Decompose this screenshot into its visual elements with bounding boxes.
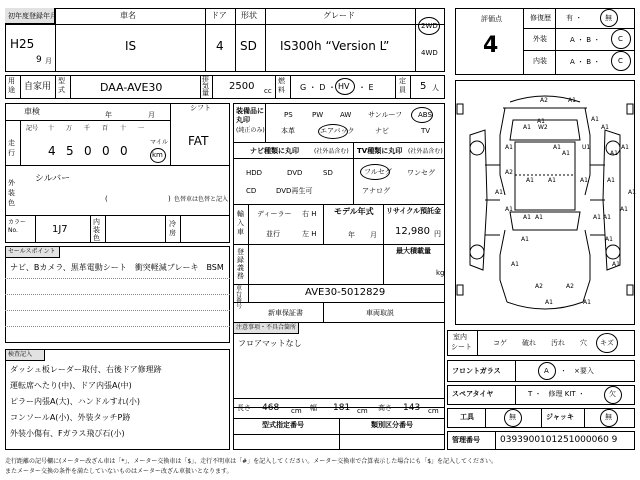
length-value: 468 [262,403,280,413]
width-unit: cm [357,407,368,415]
sales-point-value: ナビ、Bカメラ、黒革電動シート 衝突軽減ブレーキ BSM [10,263,224,272]
seat-item: 汚れ [551,339,565,347]
rating-label: 評価点 [481,15,502,23]
import-label: 輸入車 [237,210,244,236]
damage-mark: A1 [591,116,599,123]
equipment-item: エアバック [320,127,355,135]
digit-header: 十 [120,125,127,132]
damage-mark: A1 [537,118,545,125]
model-value: DAA-AVE30 [100,81,163,94]
type-number-label: 型式指定番号 [262,421,304,429]
notes-value: フロアマットなし [238,339,302,348]
damage-mark: A1 [545,299,553,306]
exterior-paren: ( [105,195,108,203]
navi-header-note: (社外品含む) [314,148,349,155]
damage-mark: A1 [523,124,531,131]
notes-label: 注意事項・不具合箇所 [236,324,297,331]
model-year-year: 年 [348,231,355,239]
length-unit: cm [291,407,302,415]
recycle-value: 12,980 [395,226,430,237]
damage-mark: A2 [566,283,574,290]
shift-label: シフト [190,104,211,112]
spare-selected: 欠 [609,390,616,398]
capacity-label: 定員 [399,77,406,94]
damage-mark: W2 [538,124,548,131]
seat-item: 破れ [522,339,536,347]
damage-mark: A1 [603,214,611,221]
import-dealer: ディーラー [257,210,292,218]
digit-header: 十 [48,125,55,132]
inspection-label: 車検 [24,107,40,116]
import-right: 右 H [302,210,317,218]
damage-mark: A1 [562,150,570,157]
repair-no: 無 [605,14,612,22]
inspector-line: ピラー内張A(大)、ハンドルすれ(小) [10,397,140,406]
car-name-label: 車名 [120,11,136,20]
equipment-item: PS [284,111,293,119]
shape-label: 形状 [241,11,257,20]
seat-item: 穴 [580,339,587,347]
equipment-label: 装備品に [236,107,264,115]
rating-value: 4 [483,33,499,58]
seat-label2: シート [451,343,472,351]
damage-mark: A1 [505,206,513,213]
capacity-value: 5 [420,81,427,92]
damage-mark: A1 [535,214,543,221]
reg-year-label: 初年度登録年月 [8,12,57,20]
damage-mark: A1 [511,261,519,268]
damage-mark: A1 [521,236,529,243]
navi-item: DVD [287,169,303,177]
km-label: km [152,151,163,159]
shape-value: SD [240,39,257,53]
digit-value: 5 [66,144,74,158]
equipment-item: TV [421,127,431,135]
damage-mark: A1 [548,177,556,184]
new-car-warranty: 新車保証書 [268,309,303,317]
grade-label: グレード [323,11,355,20]
height-value: 143 [403,403,421,413]
model-year-month: 月 [370,231,377,239]
width-label: 幅 [310,404,317,412]
front-glass-selected: A [544,367,549,375]
capacity-unit: 人 [432,84,439,92]
seat-label: 室内 [453,333,467,341]
car-diagram [455,80,635,325]
interior-color-label: 内装色 [93,218,100,242]
length-label: 長さ [237,404,251,412]
registration-label: 登録義務 [237,248,244,280]
damage-mark: A1 [568,97,576,104]
recycle-unit: 円 [434,230,441,238]
tools-selected: 無 [509,413,516,421]
inspector-line: ダッシュ板レーダー取付、右後ドア修理跡 [10,365,162,374]
inspector-line: 外装小傷有、Fガラス飛び石(小) [10,429,125,438]
spare-label: スペアタイヤ [452,390,494,398]
digit-value: 0 [120,144,128,158]
import-left: 左 H [302,230,317,238]
interior-grade-opts: A ・ B ・ [570,58,601,66]
tools-label: 工具 [460,413,474,421]
usage-row [5,75,445,99]
inspector-line: コンソールA(小)、外装タッチP跡 [10,413,131,422]
color-label: カラーNo. [8,219,27,234]
damage-mark: A1 [580,177,588,184]
spare-opts: T ・ 修理 KIT ・ [528,390,585,398]
class-number-label: 類別区分番号 [371,421,413,429]
seat-selected: キズ [600,339,614,347]
inspection-month: 月 [148,111,155,119]
damage-mark: A1 [621,144,629,151]
digit-value: 0 [84,144,92,158]
seat-item: コゲ [493,339,507,347]
fuel-rest: ・ E [358,83,374,92]
inspector-label: 検査記入 [8,351,33,358]
damage-mark: A2 [535,283,543,290]
tv-item: フルセグ [364,168,392,176]
import-parallel: 並行 [266,230,280,238]
displacement-value: 2500 [229,81,255,92]
tv-item: アナログ [362,187,390,195]
navi-item: SD [323,169,333,177]
displacement-label: 排気量 [202,75,209,97]
mileage-label: 走行 [8,139,15,157]
height-unit: cm [428,407,439,415]
max-load-unit: kg [436,269,445,277]
grade-value: IS300h “Version L” [280,39,390,53]
damage-mark: U1 [582,144,591,151]
tv-item: ワンセグ [407,169,435,177]
equipment-item: PW [312,111,324,119]
exterior-paren-close: ) [168,195,171,203]
airbag-circle [318,124,348,139]
exterior-grade-opts: A ・ B ・ [570,36,601,44]
damage-mark: A1 [610,150,618,157]
inspector-line: 運転席へたり(中)、ドア内張A(中) [10,381,132,390]
exterior-grade-sel: C [618,35,623,43]
max-load-label: 最大積載量 [396,247,431,255]
repair-label: 修復歴 [530,14,551,22]
digit-header: 一 [138,125,145,132]
cc-unit: cc [264,87,272,95]
navi-item: CD [246,187,257,195]
damage-mark: A1 [526,177,534,184]
digit-value: 4 [48,144,56,158]
equipment-item: AW [340,111,352,119]
abs-circle [411,107,433,123]
navi-item: DVD再生可 [276,187,313,195]
door-label: ドア [211,11,227,20]
fuel-hv: HV [338,82,350,91]
damage-mark: A1 [612,261,620,268]
damage-mark: A1 [605,236,613,243]
digit-header: 百 [102,125,109,132]
fuel-options: G ・ D ・ [300,83,336,92]
car-name-value: IS [125,39,137,53]
mileage-section [5,103,230,243]
reg-year-value: H25 [10,37,35,51]
door-value: 4 [216,39,224,53]
exterior-note: 色替車は色替と記入 [174,196,229,203]
front-glass-rest: ・ ×要入 [560,367,594,375]
color-value: 1J7 [52,224,68,235]
jack-selected: 無 [605,413,612,421]
exterior-value: シルバー [35,174,71,184]
model-year-label: モデル年式 [334,207,374,216]
footer-line2: またメーター交換の条件を満たしていないものはメーター改ざん車扱いとなります。 [5,468,233,475]
mile-label: マイル [150,139,168,146]
width-value: 181 [333,403,351,413]
equipment-item: ナビ [375,127,389,135]
equipment-label2: 丸印 [236,116,250,124]
cooler-label: 冷房 [169,220,176,237]
equipment-item: ABS [418,111,432,119]
digit-value: 0 [102,144,110,158]
damage-mark: A1 [628,189,636,196]
interior-grade-sel: C [618,57,623,65]
model-label: 型式 [58,77,65,94]
footer-line1: 走行距離の記号欄に(メーター改ざん車は「*」、メーター交換車は「$」、走行不明車は「#」を記入してください。メーター交換車で合算表示した場合にも「$」を記入してください。 [5,458,498,465]
manage-value: 0393900101251000060 9 [500,435,618,445]
shift-value: FAT [188,134,209,148]
damage-mark: A1 [523,214,531,221]
exterior-grade-label: 外装 [533,35,547,43]
sales-point-label: セールスポイント [8,248,56,255]
fullseg-circle [360,164,390,180]
reg-month-suffix: 月 [45,57,52,65]
usage-label: 用途 [8,77,15,94]
equipment-item: 本革 [281,127,295,135]
repair-yes: 有 ・ [566,14,583,22]
damage-mark: A1 [620,206,628,213]
digit-header: 万 [66,125,73,132]
manage-label: 管理番号 [452,436,480,444]
exterior-label: 外装色 [8,179,15,207]
drive-2wd: 2WD [421,22,438,30]
fuel-label: 燃料 [278,77,285,94]
vehicle-manual: 車両取説 [366,309,394,317]
drive-4wd: 4WD [421,49,438,57]
damage-mark: A1 [583,299,591,306]
height-label: 高さ [378,404,392,412]
navi-item: HDD [246,169,263,177]
digit-header: 千 [84,125,91,132]
jack-label: ジャッキ [546,413,574,421]
chassis-label: 車台番号 [236,285,243,310]
inspection-year: 年 [105,111,112,119]
damage-mark: A1 [505,144,513,151]
equipment-item: サンルーフ [368,111,403,119]
chassis-value: AVE30-5012829 [305,287,386,298]
damage-mark: A1 [495,189,503,196]
damage-mark: A1 [593,214,601,221]
navi-header: ナビ種類に丸印 [250,147,299,155]
tv-header-note: (社外品含む) [408,148,443,155]
recycle-label: リサイクル預託金 [386,207,442,215]
damage-mark: A2 [540,97,548,104]
tv-header: TV種類に丸印 [357,147,403,155]
equipment-label3: (純正のみ) [236,127,265,134]
front-glass-label: フロントガラス [452,367,501,375]
damage-mark: A2 [505,169,513,176]
usage-value: 自家用 [24,82,52,92]
damage-mark: A1 [607,177,615,184]
memo-label: 記号 [26,125,39,132]
reg-month-value: 9 [36,55,42,65]
damage-mark: A1 [553,144,561,151]
damage-mark: A1 [601,124,609,131]
interior-grade-label: 内装 [533,57,547,65]
